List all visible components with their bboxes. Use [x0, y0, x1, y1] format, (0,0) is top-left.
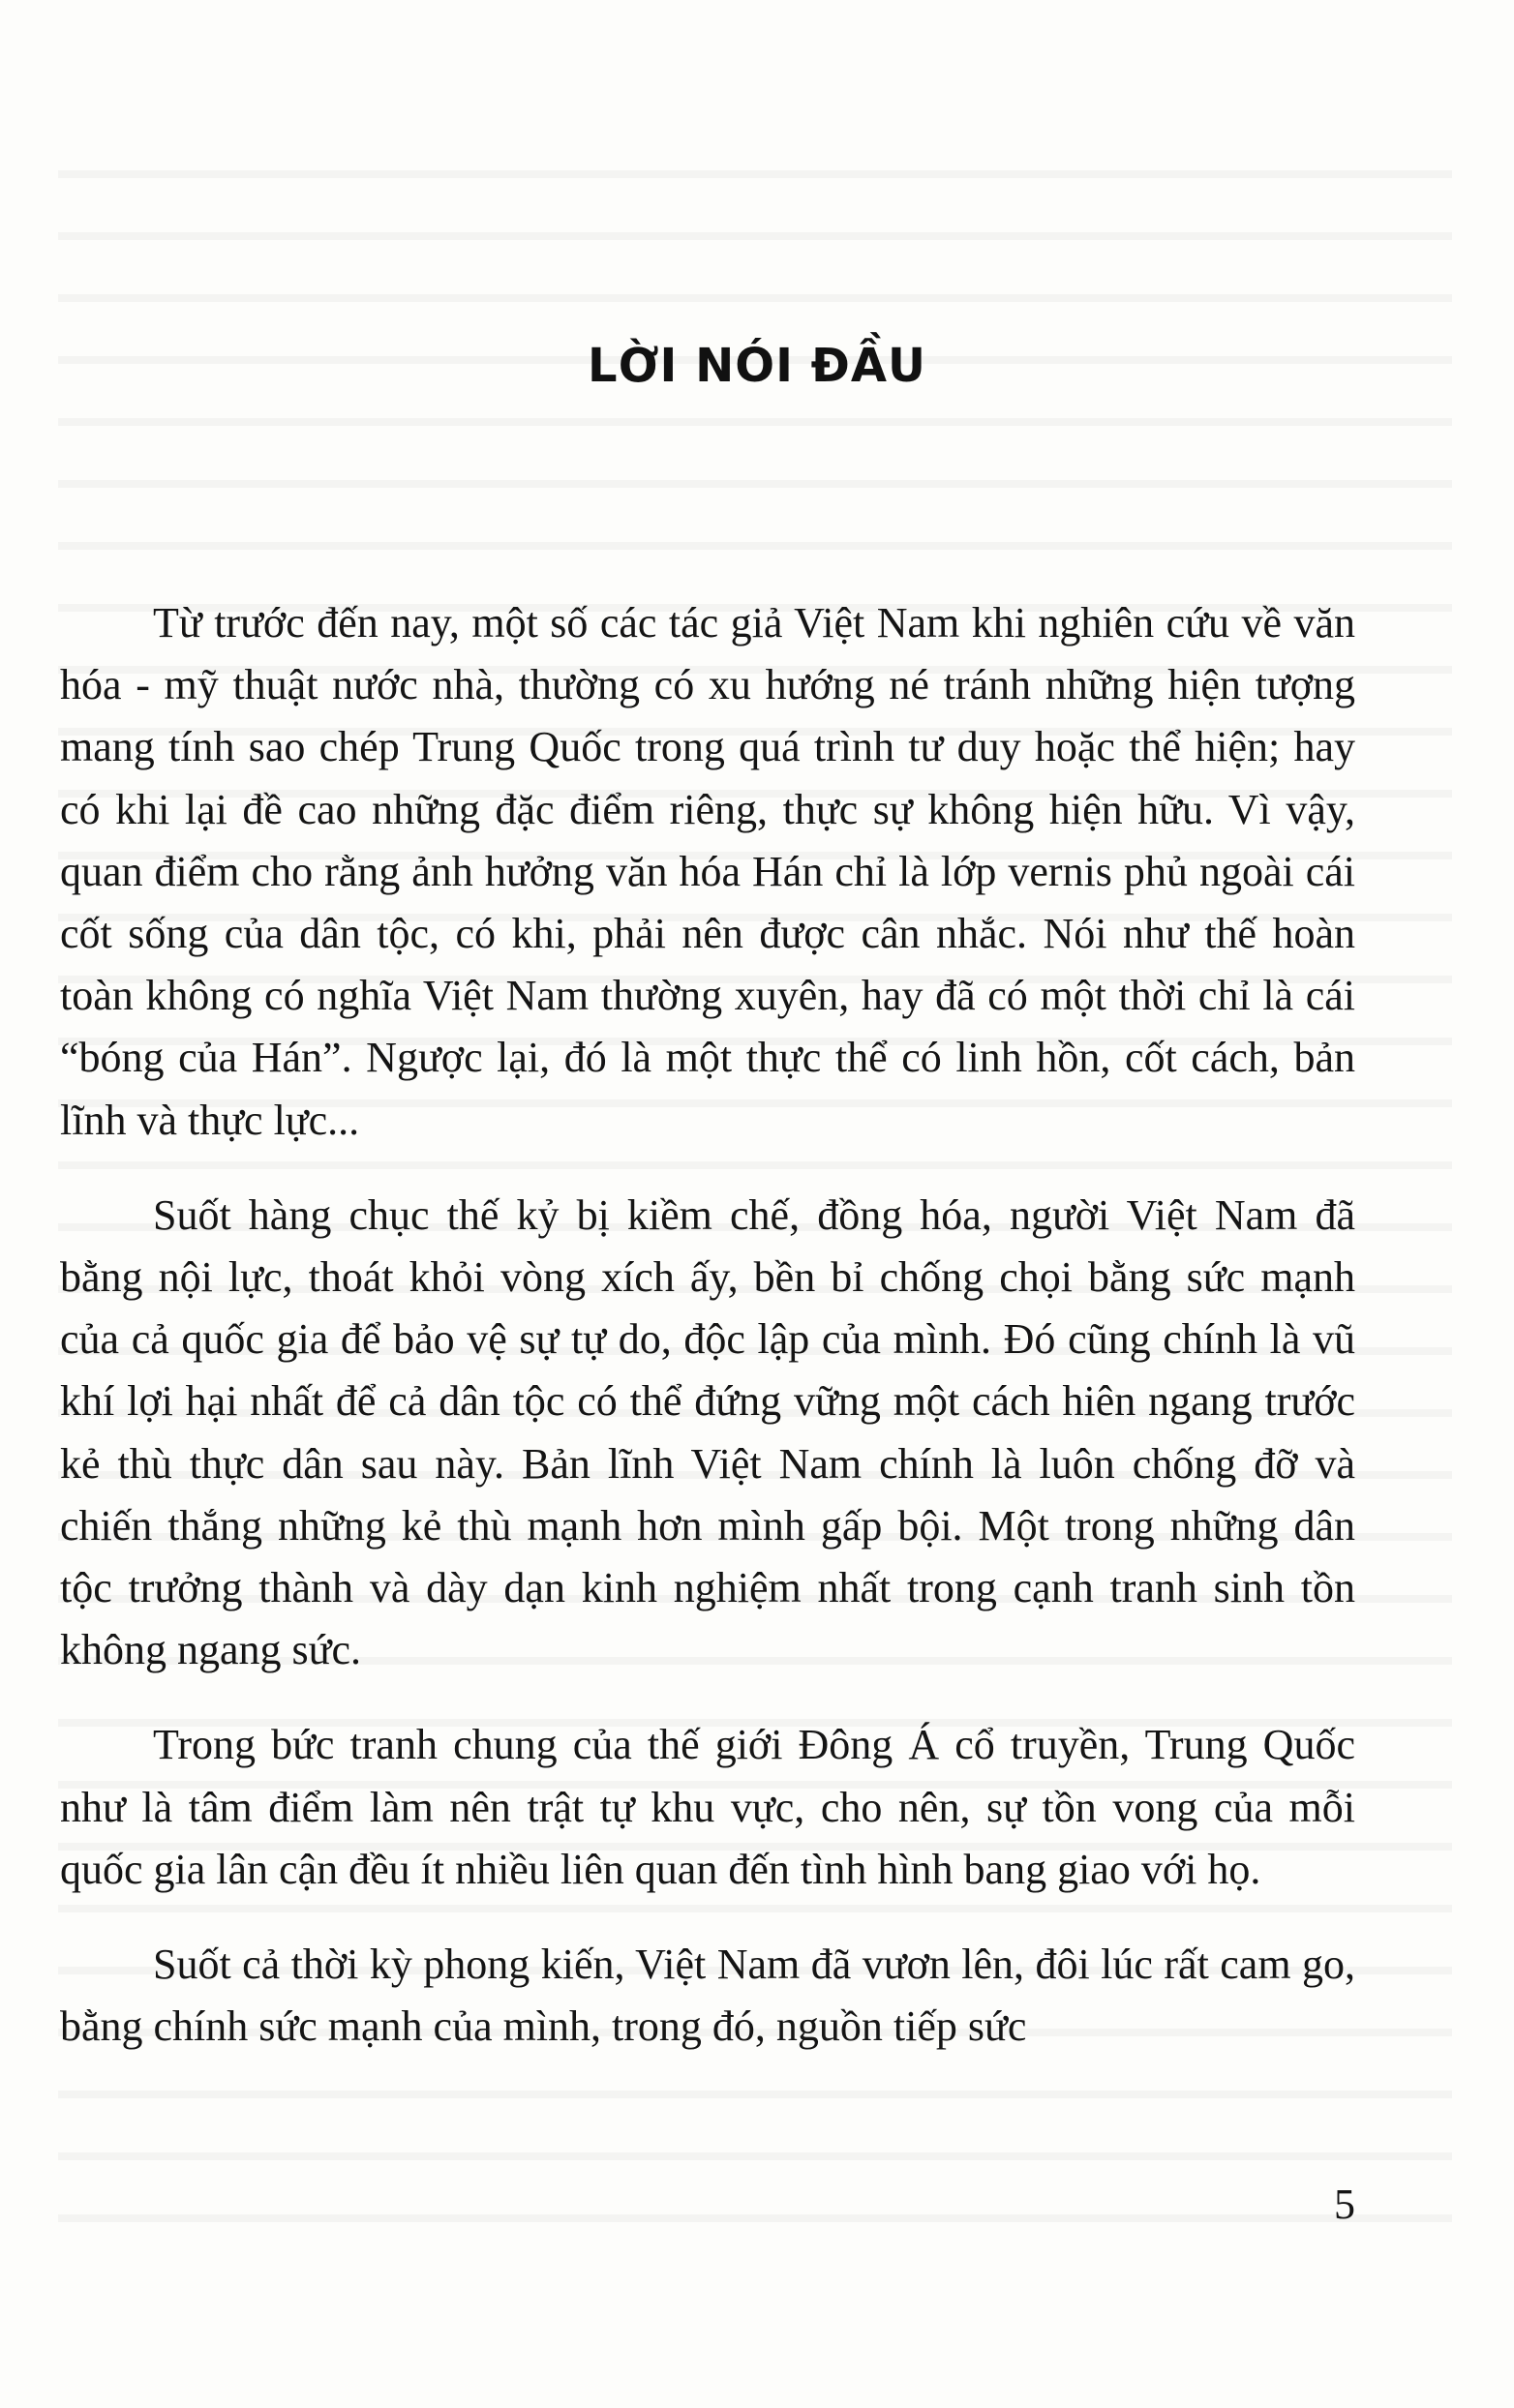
paragraph-1: Từ trước đến nay, một số các tác giả Việt Nam khi nghiên cứu về văn hóa - mỹ thuật nước nhà, thường có xu hướng né tránh những hiện tượng mang tính sao chép Trung Quốc trong quá trình tư duy hoặc thể hiện; hay có khi lại đề cao những đặc điểm riêng, thực sự không hiện hữu. Vì vậy, quan điểm cho rằng ảnh hưởng văn hóa Hán chỉ là lớp vernis phủ ngoài cái cốt sống của dân tộc, có khi, phải nên được cân nhắc. Nói như thế hoàn toàn không có nghĩa Việt Nam thường xuyên, hay đã có một thời chỉ là cái “bóng của Hán”. Ngược lại, đó là một thực thể có linh hồn, cốt cách, bản lĩnh và thực lực... — [60, 599, 1355, 1144]
paragraph-4: Suốt cả thời kỳ phong kiến, Việt Nam đã vươn lên, đôi lúc rất cam go, bằng chính sức mạnh của mình, trong đó, nguồn tiếp sức — [60, 1941, 1355, 2051]
paragraph-2: Suốt hàng chục thế kỷ bị kiềm chế, đồng hóa, người Việt Nam đã bằng nội lực, thoát khỏi vòng xích ấy, bền bỉ chống chọi bằng sức mạnh của cả quốc gia để bảo vệ sự tự do, độc lập của mình. Đó cũng chính là vũ khí lợi hại nhất để cả dân tộc có thể đứng vững một cách hiên ngang trước kẻ thù thực dân sau này. Bản lĩnh Việt Nam chính là luôn chống đỡ và chiến thắng những kẻ thù mạnh hơn mình gấp bội. Một trong những dân tộc trưởng thành và dày dạn kinh nghiệm nhất trong cạnh tranh sinh tồn không ngang sức. — [60, 1190, 1355, 1674]
page-title: LỜI NÓI ĐẦU — [588, 339, 926, 393]
paragraph-3: Trong bức tranh chung của thế giới Đông Á cổ truyền, Trung Quốc như là tâm điểm làm nên trật tự khu vực, cho nên, sự tồn vong của mỗi quốc gia lân cận đều ít nhiều liên quan đến tình hình bang giao với họ. — [60, 1721, 1355, 1893]
page-number: 5 — [1334, 2181, 1355, 2228]
body-text — [60, 592, 1355, 2091]
